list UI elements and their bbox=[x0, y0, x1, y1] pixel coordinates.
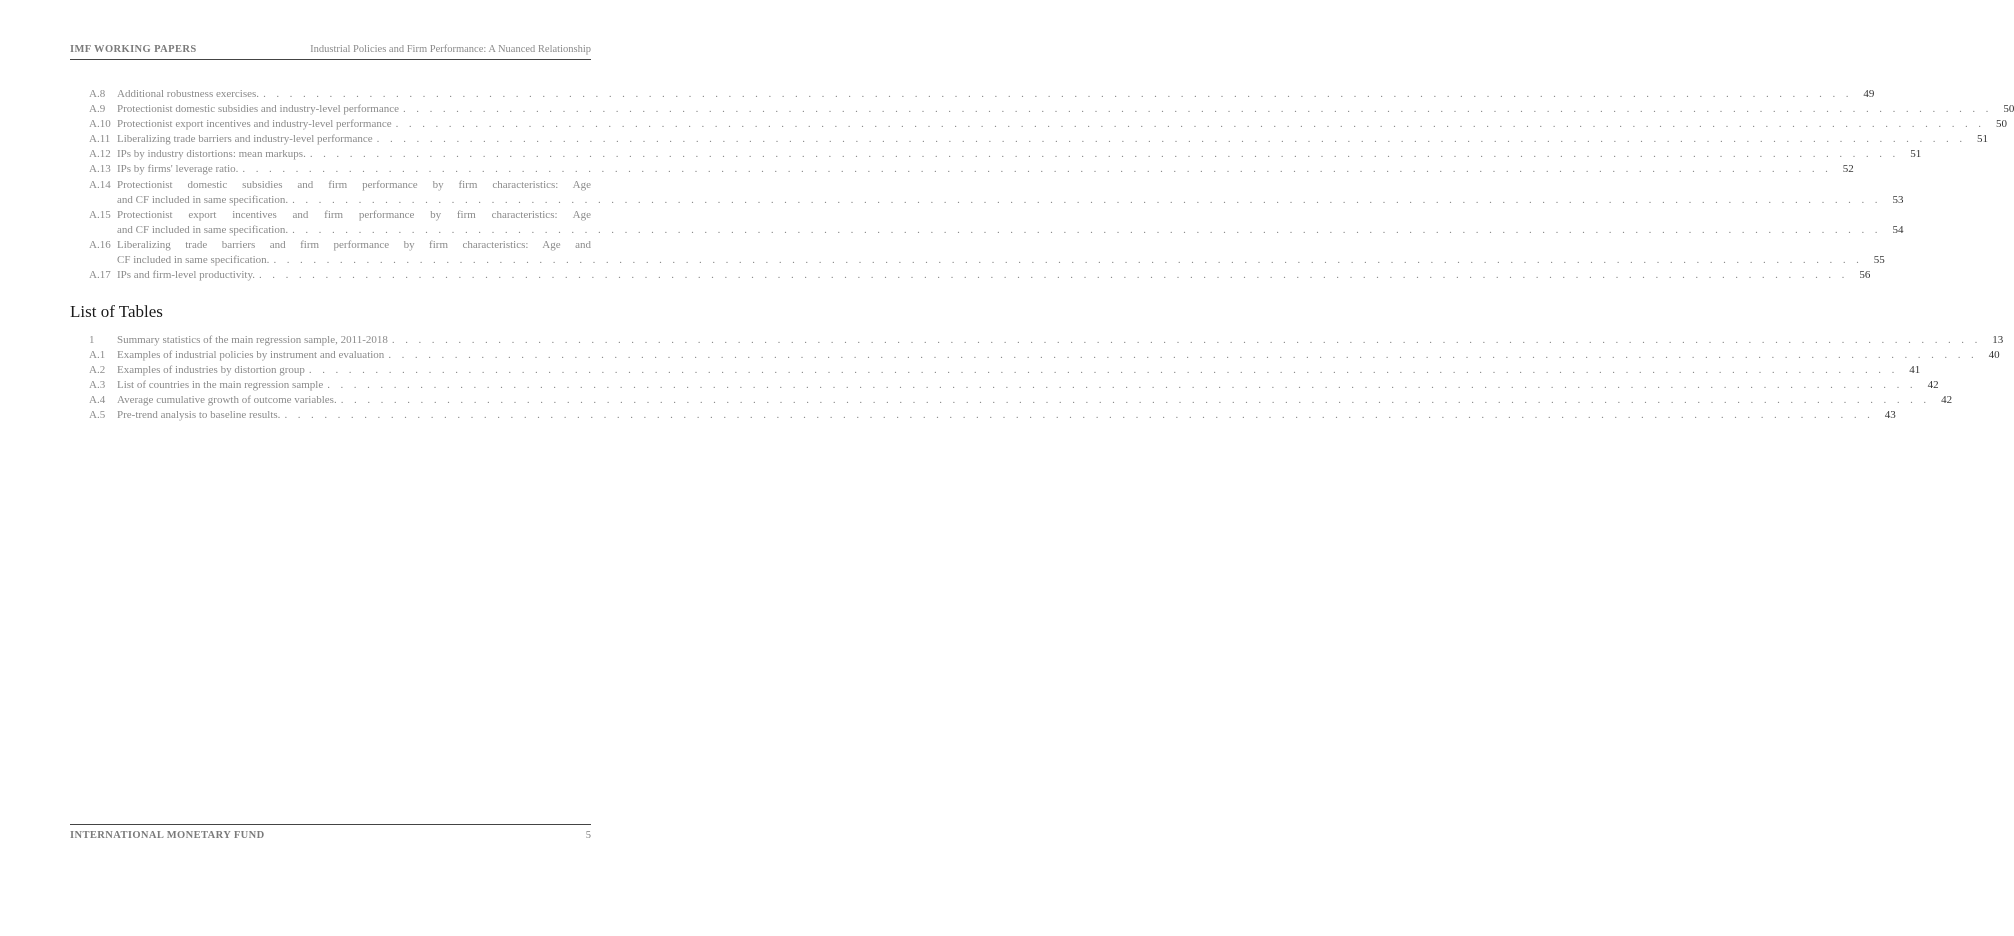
dot-leader: . . . . . . . . . . . . . . . . . . . . . . . . . . . . . . . . . . . . . . . . . . . . . . . . . . . . . . . . . . . . . . . . . . . . . . . . . . . . . . . . . . . . . . . . . . . . . . . . . . . . . . . . . . . . . . . . . . . . . . . . bbox=[388, 349, 1978, 362]
table-list-entry[interactable] bbox=[89, 348, 2000, 363]
entry-number: A.11 bbox=[89, 133, 111, 146]
entry-page-number: 51 bbox=[1977, 133, 1988, 146]
table-list-entry[interactable] bbox=[89, 333, 2004, 348]
entry-page-number: 13 bbox=[1992, 334, 2004, 346]
entry-page-number: 49 bbox=[1863, 88, 1875, 100]
figure-list-entry[interactable] bbox=[89, 238, 1885, 268]
entry-number: A.16 bbox=[89, 238, 111, 251]
entry-title: Liberalizing trade barriers and firm performance by firm characteristics: Age and bbox=[117, 238, 591, 251]
entry-title: List of countries in the main regression sample bbox=[117, 379, 324, 392]
dot-leader: . . . . . . . . . . . . . . . . . . . . . . . . . . . . . . . . . . . . . . . . . . . . . . . . . . . . . . . . . . . . . . . . . . . . . . . . . . . . . . . . . . . . . . . . . . . . . . . . . . . . . . . . . . . . . . . . . . . . . . . . bbox=[258, 269, 1849, 282]
entry-title: Pre-trend analysis to baseline results. bbox=[117, 409, 281, 422]
page-footer bbox=[70, 824, 591, 844]
dot-leader: . . . . . . . . . . . . . . . . . . . . . . . . . . . . . . . . . . . . . . . . . . . . . . . . . . . . . . . . . . . . . . . . . . . . . . . . . . . . . . . . . . . . . . . . . . . . . . . . . . . . . . . . . . . . . . . . . . . . . . . . bbox=[284, 409, 1874, 422]
entry-title: Additional robustness exercises. bbox=[117, 88, 260, 100]
entry-title: Average cumulative growth of outcome variables. bbox=[117, 394, 337, 407]
entry-number: 1 bbox=[89, 334, 95, 346]
dot-leader: . . . . . . . . . . . . . . . . . . . . . . . . . . . . . . . . . . . . . . . . . . . . . . . . . . . . . . . . . . . . . . . . . . . . . . . . . . . . . . . . . . . . . . . . . . . . . . . . . . . . . . . . . . . . . . . . . . . . . . . . bbox=[273, 254, 1863, 267]
entry-page-number: 42 bbox=[1941, 394, 1953, 407]
list-of-tables bbox=[89, 333, 2004, 424]
entry-title: IPs by industry distortions: mean markups. bbox=[117, 148, 306, 161]
entry-title: Protectionist domestic subsidies and firm performance by firm characteristics: Age bbox=[117, 178, 591, 191]
entry-title: and CF included in same specification. bbox=[117, 223, 289, 236]
entry-page-number: 43 bbox=[1884, 409, 1896, 422]
entry-page-number: 52 bbox=[1842, 163, 1854, 176]
dot-leader: . . . . . . . . . . . . . . . . . . . . . . . . . . . . . . . . . . . . . . . . . . . . . . . . . . . . . . . . . . . . . . . . . . . . . . . . . . . . . . . . . . . . . . . . . . . . . . . . . . . . . . . . . . . . . . . . . . . . . . . . bbox=[391, 334, 1982, 346]
entry-number: A.12 bbox=[89, 148, 111, 161]
entry-title: CF included in same specification. bbox=[117, 254, 270, 267]
footer-page-number: 5 bbox=[585, 830, 591, 841]
entry-page-number: 55 bbox=[1873, 254, 1885, 267]
dot-leader: . . . . . . . . . . . . . . . . . . . . . . . . . . . . . . . . . . . . . . . . . . . . . . . . . . . . . . . . . . . . . . . . . . . . . . . . . . . . . . . . . . . . . . . . . . . . . . . . . . . . . . . . . . . . . . . . . . . . . . . . bbox=[327, 379, 1917, 392]
entry-page-number: 51 bbox=[1910, 148, 1922, 161]
list-of-tables-heading: List of Tables bbox=[70, 302, 163, 321]
dot-leader: . . . . . . . . . . . . . . . . . . . . . . . . . . . . . . . . . . . . . . . . . . . . . . . . . . . . . . . . . . . . . . . . . . . . . . . . . . . . . . . . . . . . . . . . . . . . . . . . . . . . . . . . . . . . . . . . . . . . . . . . bbox=[309, 148, 1900, 161]
figure-list-entry[interactable] bbox=[89, 162, 1854, 177]
entry-page-number: 41 bbox=[1909, 364, 1921, 377]
entry-title: Protectionist export incentives and firm performance by firm characteristics: Age bbox=[117, 208, 591, 221]
entry-number: A.13 bbox=[89, 163, 111, 176]
entry-number: A.10 bbox=[89, 118, 111, 131]
figure-list-entry[interactable] bbox=[89, 147, 1922, 162]
entry-title: IPs by firms' leverage ratio. bbox=[117, 163, 239, 176]
entry-number: A.17 bbox=[89, 269, 111, 282]
entry-title: Liberalizing trade barriers and industry-level performance bbox=[117, 133, 373, 146]
table-list-entry[interactable] bbox=[89, 363, 1921, 378]
entry-page-number: 54 bbox=[1892, 223, 1904, 236]
entry-title: IPs and firm-level productivity. bbox=[117, 269, 255, 282]
entry-title: Examples of industrial policies by instrument and evaluation bbox=[117, 349, 385, 362]
table-list-entry[interactable] bbox=[89, 378, 1939, 393]
dot-leader: . . . . . . . . . . . . . . . . . . . . . . . . . . . . . . . . . . . . . . . . . . . . . . . . . . . . . . . . . . . . . . . . . . . . . . . . . . . . . . . . . . . . . . . . . . . . . . . . . . . . . . . . . . . . . . . . . . . . . . . . bbox=[402, 103, 1993, 116]
figure-list-entry[interactable] bbox=[89, 132, 1988, 147]
dot-leader: . . . . . . . . . . . . . . . . . . . . . . . . . . . . . . . . . . . . . . . . . . . . . . . . . . . . . . . . . . . . . . . . . . . . . . . . . . . . . . . . . . . . . . . . . . . . . . . . . . . . . . . . . . . . . . . . . . . . . . . . bbox=[395, 118, 1985, 131]
dot-leader: . . . . . . . . . . . . . . . . . . . . . . . . . . . . . . . . . . . . . . . . . . . . . . . . . . . . . . . . . . . . . . . . . . . . . . . . . . . . . . . . . . . . . . . . . . . . . . . . . . . . . . . . . . . . . . . . . . . . . . . . bbox=[292, 223, 1882, 236]
dot-leader: . . . . . . . . . . . . . . . . . . . . . . . . . . . . . . . . . . . . . . . . . . . . . . . . . . . . . . . . . . . . . . . . . . . . . . . . . . . . . . . . . . . . . . . . . . . . . . . . . . . . . . . . . . . . . . . . . . . . . . . . bbox=[242, 163, 1832, 176]
dot-leader: . . . . . . . . . . . . . . . . . . . . . . . . . . . . . . . . . . . . . . . . . . . . . . . . . . . . . . . . . . . . . . . . . . . . . . . . . . . . . . . . . . . . . . . . . . . . . . . . . . . . . . . . . . . . . . . . . . . . . . . . bbox=[263, 88, 1853, 100]
page-header bbox=[70, 44, 591, 60]
figure-list-entry[interactable] bbox=[89, 268, 1871, 283]
entry-page-number: 50 bbox=[2003, 103, 2014, 116]
entry-number: A.9 bbox=[89, 103, 106, 116]
entry-title: Summary statistics of the main regression sample, 2011-2018 bbox=[117, 334, 388, 346]
table-list-entry[interactable] bbox=[89, 393, 1953, 408]
dot-leader: . . . . . . . . . . . . . . . . . . . . . . . . . . . . . . . . . . . . . . . . . . . . . . . . . . . . . . . . . . . . . . . . . . . . . . . . . . . . . . . . . . . . . . . . . . . . . . . . . . . . . . . . . . . . . . . . . . . . . . . . bbox=[376, 133, 1966, 146]
footer-organization: INTERNATIONAL MONETARY FUND bbox=[70, 830, 265, 841]
dot-leader: . . . . . . . . . . . . . . . . . . . . . . . . . . . . . . . . . . . . . . . . . . . . . . . . . . . . . . . . . . . . . . . . . . . . . . . . . . . . . . . . . . . . . . . . . . . . . . . . . . . . . . . . . . . . . . . . . . . . . . . . bbox=[308, 364, 1899, 377]
entry-page-number: 56 bbox=[1859, 269, 1871, 282]
figure-list-entry[interactable] bbox=[89, 208, 1904, 238]
header-series-title: IMF WORKING PAPERS bbox=[70, 44, 197, 55]
figure-list-entry[interactable] bbox=[89, 117, 2007, 132]
table-list-entry[interactable] bbox=[89, 408, 1896, 423]
entry-number: A.3 bbox=[89, 379, 106, 392]
entry-number: A.2 bbox=[89, 364, 106, 377]
entry-page-number: 42 bbox=[1927, 379, 1939, 392]
entry-number: A.4 bbox=[89, 394, 106, 407]
entry-title: and CF included in same specification. bbox=[117, 193, 289, 206]
entry-title: Examples of industries by distortion group bbox=[117, 364, 305, 377]
figure-list-entry[interactable] bbox=[89, 178, 1904, 208]
header-paper-title: Industrial Policies and Firm Performance: A Nuanced Relationship bbox=[310, 44, 591, 55]
list-of-figures bbox=[89, 87, 2014, 283]
figure-list-entry[interactable] bbox=[89, 87, 1875, 102]
entry-number: A.15 bbox=[89, 208, 111, 221]
entry-number: A.14 bbox=[89, 178, 111, 191]
entry-number: A.1 bbox=[89, 349, 106, 362]
dot-leader: . . . . . . . . . . . . . . . . . . . . . . . . . . . . . . . . . . . . . . . . . . . . . . . . . . . . . . . . . . . . . . . . . . . . . . . . . . . . . . . . . . . . . . . . . . . . . . . . . . . . . . . . . . . . . . . . . . . . . . . . bbox=[340, 394, 1931, 407]
entry-page-number: 40 bbox=[1988, 349, 2000, 362]
entry-number: A.8 bbox=[89, 88, 106, 100]
entry-title: Protectionist export incentives and industry-level performance bbox=[117, 118, 392, 131]
entry-title: Protectionist domestic subsidies and industry-level performance bbox=[117, 103, 399, 116]
dot-leader: . . . . . . . . . . . . . . . . . . . . . . . . . . . . . . . . . . . . . . . . . . . . . . . . . . . . . . . . . . . . . . . . . . . . . . . . . . . . . . . . . . . . . . . . . . . . . . . . . . . . . . . . . . . . . . . . . . . . . . . . bbox=[292, 193, 1882, 206]
entry-page-number: 50 bbox=[1995, 118, 2007, 131]
figure-list-entry[interactable] bbox=[89, 102, 2014, 117]
entry-page-number: 53 bbox=[1892, 193, 1904, 206]
entry-number: A.5 bbox=[89, 409, 106, 422]
